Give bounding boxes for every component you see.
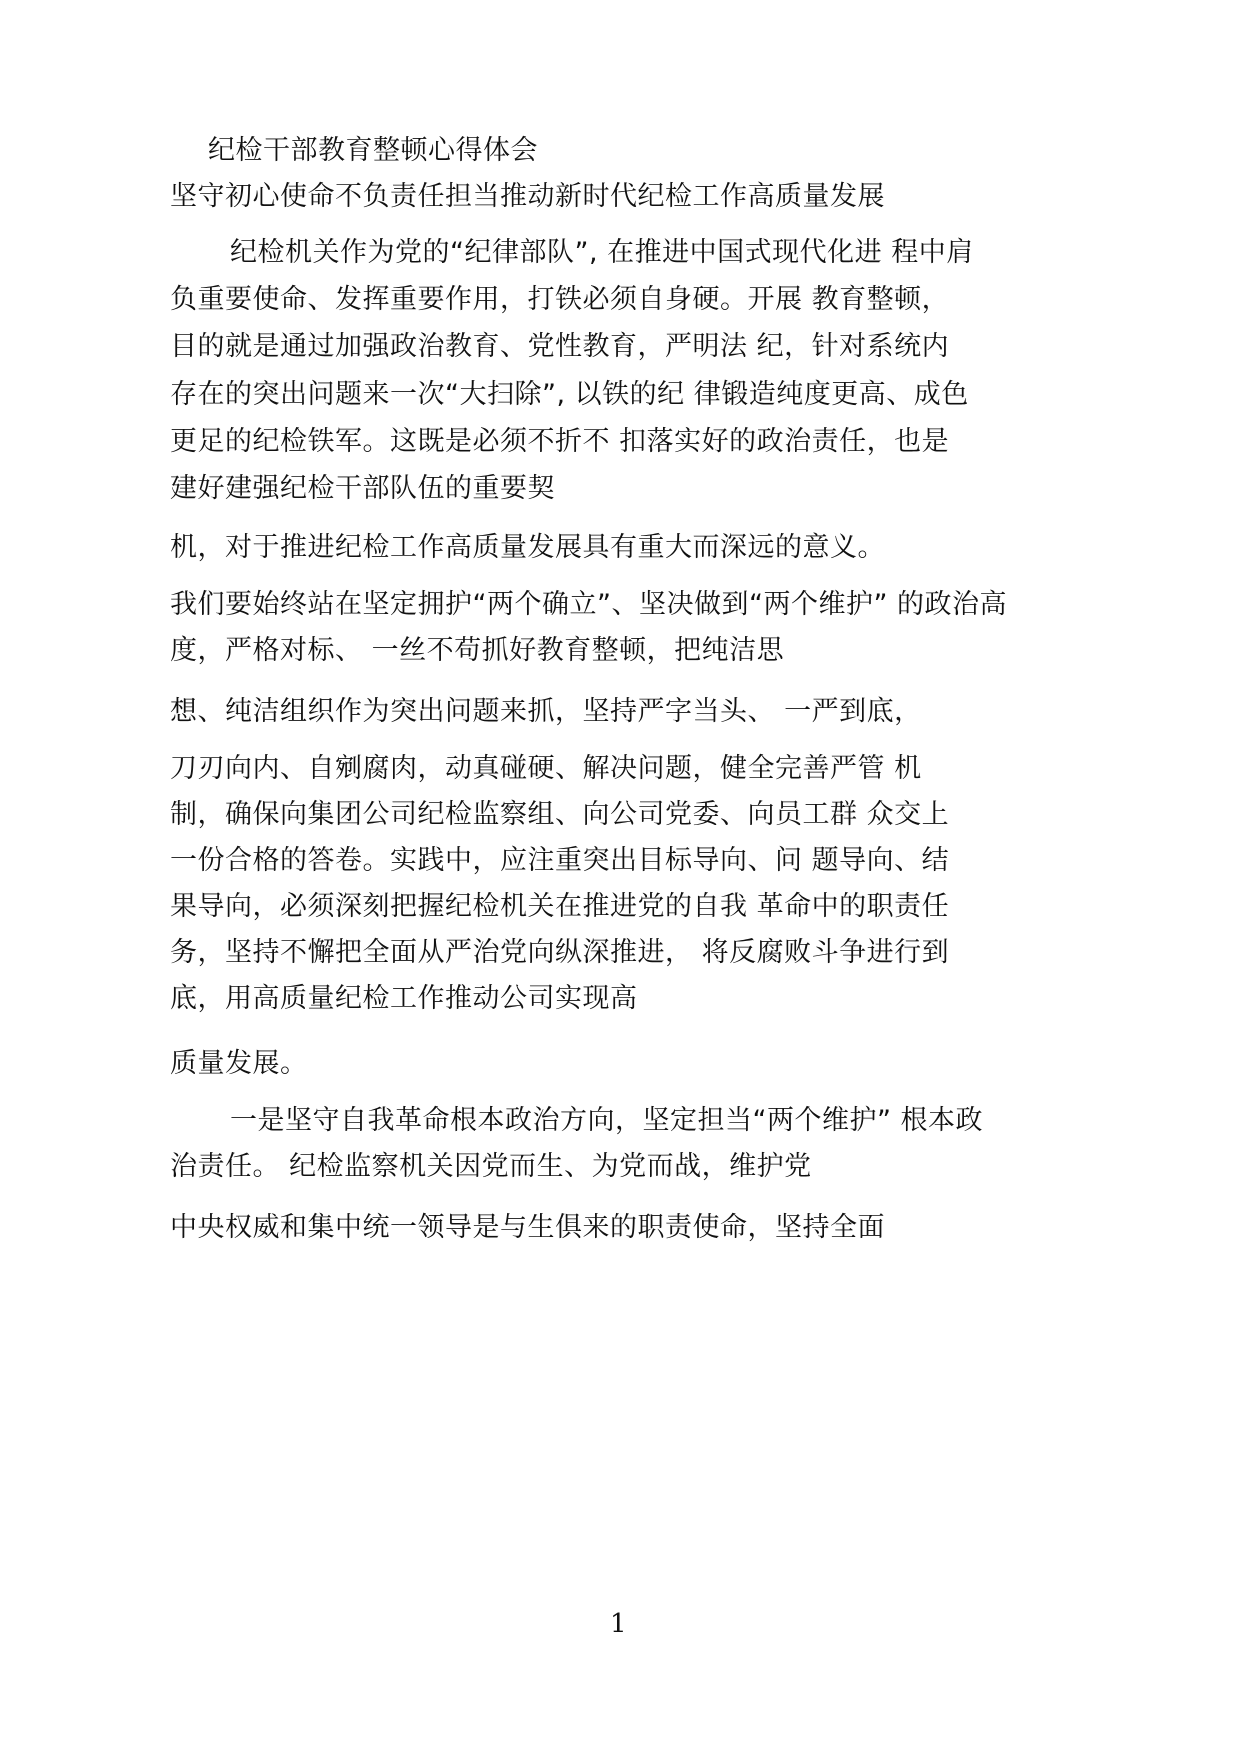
body-line: 度，严格对标、 一丝不苟抓好教育整顿，把纯洁思: [170, 635, 785, 666]
document-title: 纪检干部教育整顿心得体会: [208, 135, 538, 166]
body-line: 一是坚守自我革命根本政治方向，坚定担当“两个维护” 根本政: [230, 1105, 984, 1136]
body-line: 我们要始终站在坚定拥护“两个确立”、坚决做到“两个维护” 的政治高: [170, 589, 1008, 620]
body-line: 质量发展。: [170, 1048, 308, 1079]
body-line: 制，确保向集团公司纪检监察组、向公司党委、向员工群 众交上: [170, 799, 950, 830]
body-line: 更足的纪检铁军。这既是必须不折不 扣落实好的政治责任，也是: [170, 426, 950, 457]
body-line: 存在的突出问题来一次“大扫除”, 以铁的纪 律锻造纯度更高、成色: [170, 379, 969, 410]
body-line: 务，坚持不懈把全面从严治党向纵深推进， 将反腐败斗争进行到: [170, 937, 950, 968]
body-line: 中央权威和集中统一领导是与生俱来的职责使命，坚持全面: [170, 1212, 885, 1243]
body-line: 纪检机关作为党的“纪律部队”, 在推进中国式现代化进 程中肩: [230, 237, 974, 268]
page-number: 1: [610, 1609, 627, 1639]
body-line: 建好建强纪检干部队伍的重要契: [170, 473, 555, 504]
body-line: 果导向，必须深刻把握纪检机关在推进党的自我 革命中的职责任: [170, 891, 950, 922]
body-line: 治责任。 纪检监察机关因党而生、为党而战，维护党: [170, 1151, 812, 1182]
document-subtitle: 坚守初心使命不负责任担当推动新时代纪检工作高质量发展: [170, 181, 885, 212]
body-line: 机，对于推进纪检工作高质量发展具有重大而深远的意义。: [170, 532, 885, 563]
body-line: 想、纯洁组织作为突出问题来抓，坚持严字当头、 一严到底，: [170, 696, 922, 727]
body-line: 目的就是通过加强政治教育、党性教育，严明法 纪，针对系统内: [170, 331, 950, 362]
body-line: 刀刃向内、自剜腐肉，动真碰硬、解决问题，健全完善严管 机: [170, 753, 922, 784]
body-line: 一份合格的答卷。实践中，应注重突出目标导向、问 题导向、结: [170, 845, 950, 876]
body-line: 负重要使命、发挥重要作用，打铁必须自身硬。开展 教育整顿，: [170, 284, 950, 315]
body-line: 底，用高质量纪检工作推动公司实现高: [170, 983, 638, 1014]
